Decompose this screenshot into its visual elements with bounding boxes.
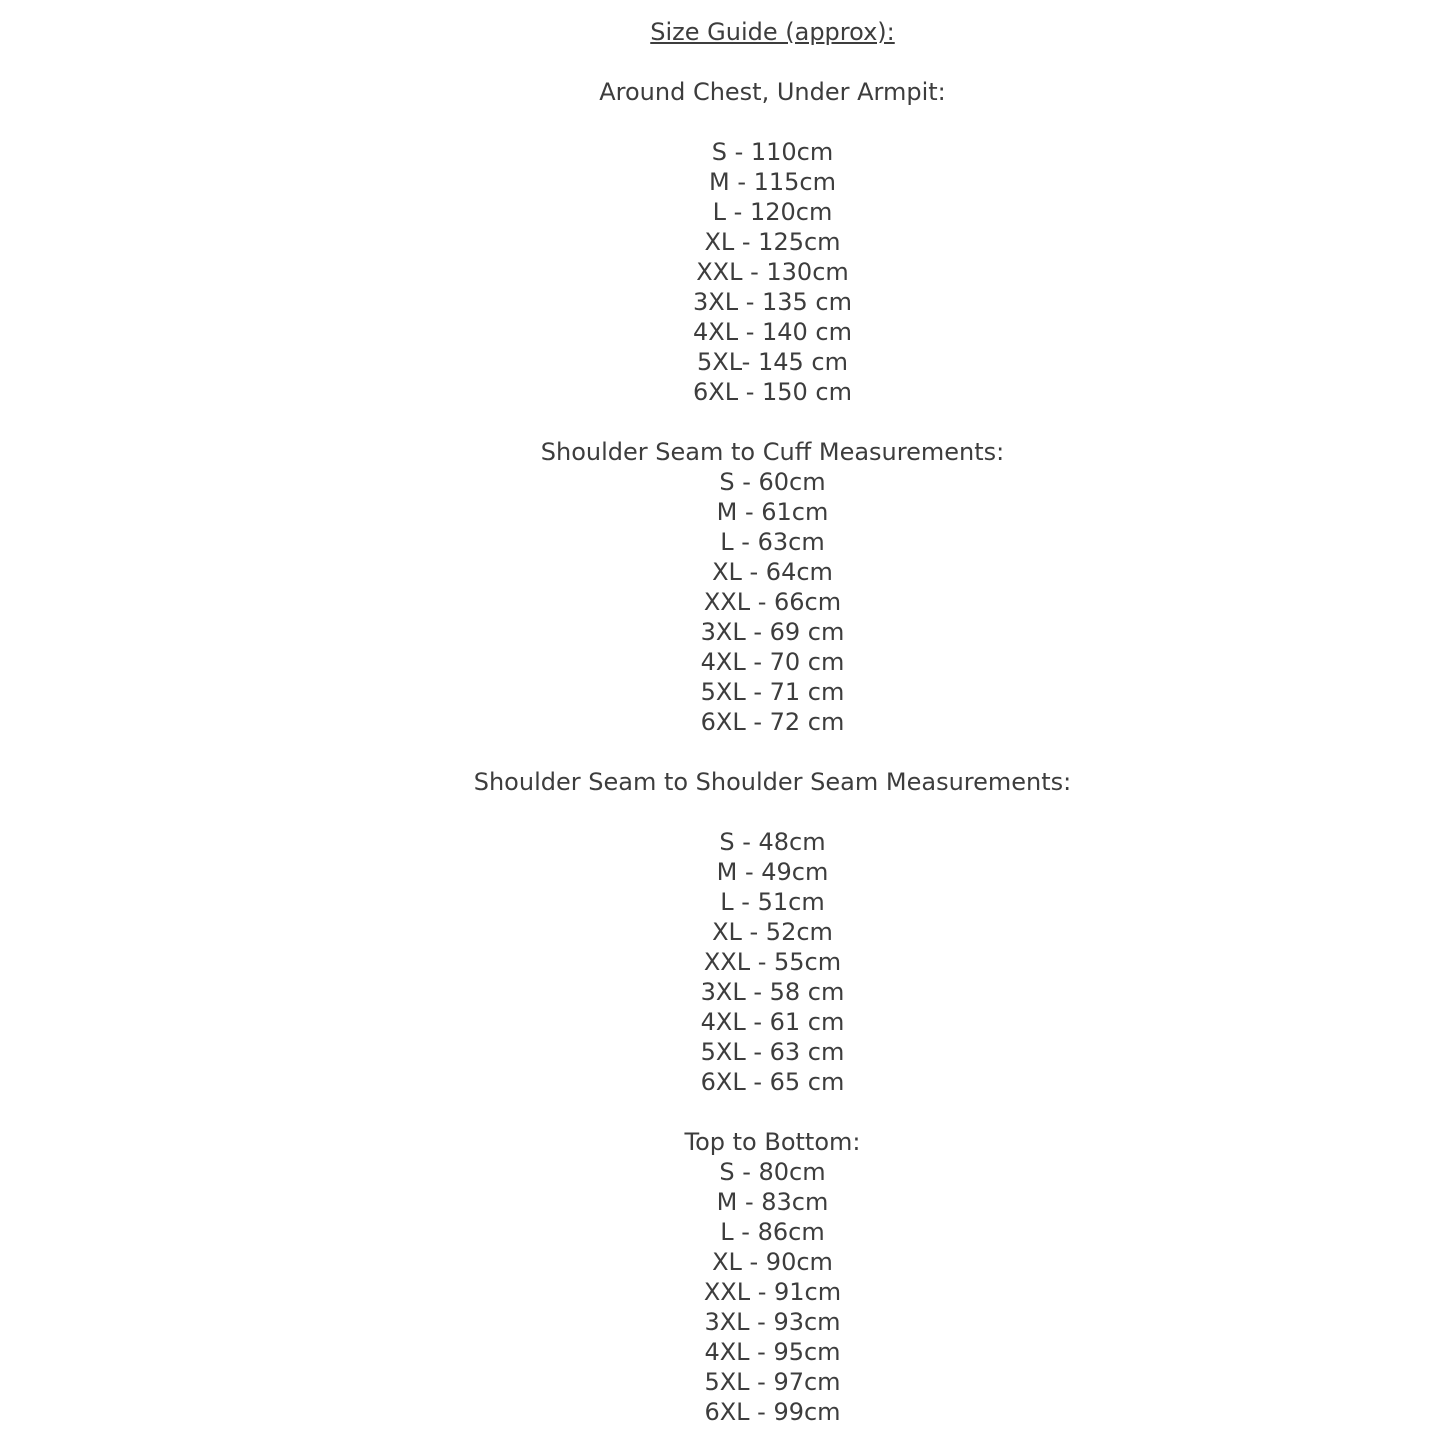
size-row: 3XL - 93cm	[704, 1308, 841, 1336]
size-row: 3XL - 58 cm	[700, 978, 845, 1006]
size-guide-document	[100, 17, 1445, 1427]
size-row: M - 83cm	[716, 1188, 829, 1216]
size-row: M - 115cm	[708, 168, 836, 196]
size-row: M - 49cm	[716, 858, 829, 886]
size-row: 6XL - 99cm	[704, 1398, 841, 1426]
page-title: Size Guide (approx):	[650, 18, 895, 46]
size-sections	[100, 77, 1445, 1427]
size-row: 5XL - 63 cm	[700, 1038, 845, 1066]
size-row: 6XL - 72 cm	[700, 708, 845, 736]
size-row: S - 110cm	[711, 138, 834, 166]
section-heading: Shoulder Seam to Cuff Measurements:	[540, 438, 1005, 466]
section-heading: Around Chest, Under Armpit:	[599, 78, 946, 106]
size-row: 5XL- 145 cm	[697, 348, 848, 376]
size-row: XXL - 66cm	[703, 588, 842, 616]
size-row: L - 63cm	[720, 528, 825, 556]
size-section	[100, 437, 1445, 737]
size-row: 4XL - 61 cm	[700, 1008, 845, 1036]
size-row: 6XL - 65 cm	[700, 1068, 845, 1096]
size-row: XL - 52cm	[712, 918, 833, 946]
size-row: 4XL - 140 cm	[692, 318, 852, 346]
size-section	[100, 1127, 1445, 1427]
size-row: 5XL - 71 cm	[700, 678, 845, 706]
size-row: M - 61cm	[716, 498, 829, 526]
size-row: S - 48cm	[719, 828, 826, 856]
size-section	[100, 767, 1445, 1097]
size-row: XXL - 130cm	[696, 258, 849, 286]
size-row: L - 86cm	[720, 1218, 825, 1246]
section-heading: Shoulder Seam to Shoulder Seam Measurements:	[473, 768, 1072, 796]
size-row: XL - 64cm	[712, 558, 833, 586]
size-row: XXL - 55cm	[703, 948, 842, 976]
size-row: 5XL - 97cm	[704, 1368, 841, 1396]
size-section	[100, 77, 1445, 407]
size-row: 6XL - 150 cm	[692, 378, 852, 406]
section-heading: Top to Bottom:	[684, 1128, 861, 1156]
size-row: 3XL - 135 cm	[692, 288, 852, 316]
size-row: L - 51cm	[720, 888, 825, 916]
size-row: 3XL - 69 cm	[700, 618, 845, 646]
size-row: L - 120cm	[712, 198, 833, 226]
size-row: XL - 90cm	[712, 1248, 833, 1276]
size-row: S - 60cm	[719, 468, 826, 496]
size-row: 4XL - 70 cm	[700, 648, 845, 676]
size-row: XXL - 91cm	[703, 1278, 842, 1306]
size-row: 4XL - 95cm	[704, 1338, 841, 1366]
size-row: S - 80cm	[719, 1158, 826, 1186]
size-row: XL - 125cm	[704, 228, 841, 256]
